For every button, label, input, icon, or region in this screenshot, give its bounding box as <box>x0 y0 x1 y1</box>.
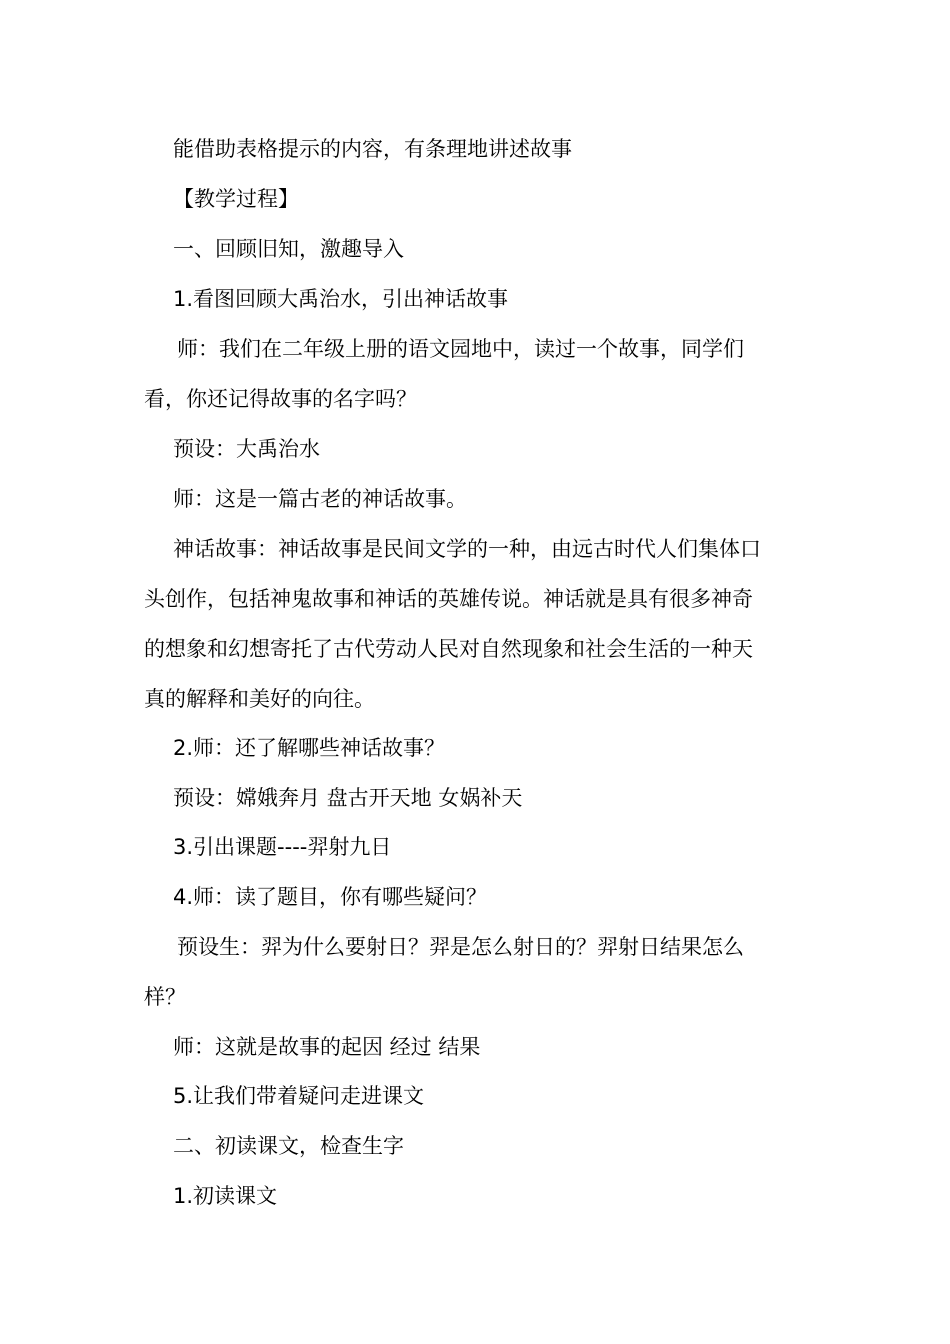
step-4-question: 4.师：读了题目，你有哪些疑问？ <box>173 885 488 909</box>
step-3-title: 3.引出课题----羿射九日 <box>173 835 392 859</box>
section-heading-review: 一、回顾旧知，激趣导入 <box>173 237 404 261</box>
step-1-heading: 1.看图回顾大禹治水，引出神话故事 <box>173 287 509 311</box>
myth-definition-line-3: 的想象和幻想寄托了古代劳动人民对自然现象和社会生活的一种天 <box>144 637 753 661</box>
teacher-summary: 师：这就是故事的起因 经过 结果 <box>173 1035 481 1059</box>
preset-answer-2: 预设：嫦娥奔月 盘古开天地 女娲补天 <box>173 786 523 810</box>
preset-answer-1: 预设：大禹治水 <box>173 437 320 461</box>
section-heading-teaching-process: 【教学过程】 <box>173 187 299 211</box>
reading-step-1: 1.初读课文 <box>173 1184 278 1208</box>
preset-student-line-2: 样？ <box>144 985 186 1009</box>
myth-definition-line-1: 神话故事：神话故事是民间文学的一种，由远古时代人们集体口 <box>173 537 761 561</box>
teacher-statement: 师：这是一篇古老的神话故事。 <box>173 487 467 511</box>
step-5: 5.让我们带着疑问走进课文 <box>173 1084 425 1108</box>
step-2-question: 2.师：还了解哪些神话故事？ <box>173 736 446 760</box>
preset-student-line-1: 预设生：羿为什么要射日？羿是怎么射日的？羿射日结果怎么 <box>177 935 744 959</box>
paragraph-objective: 能借助表格提示的内容，有条理地讲述故事 <box>173 137 572 161</box>
section-heading-first-reading: 二、初读课文，检查生字 <box>173 1134 404 1158</box>
myth-definition-line-4: 真的解释和美好的向往。 <box>144 687 375 711</box>
teacher-question-line-1: 师：我们在二年级上册的语文园地中，读过一个故事，同学们 <box>177 337 744 361</box>
teacher-question-line-2: 看，你还记得故事的名字吗？ <box>144 387 417 411</box>
myth-definition-line-2: 头创作，包括神鬼故事和神话的英雄传说。神话就是具有很多神奇 <box>144 587 753 611</box>
